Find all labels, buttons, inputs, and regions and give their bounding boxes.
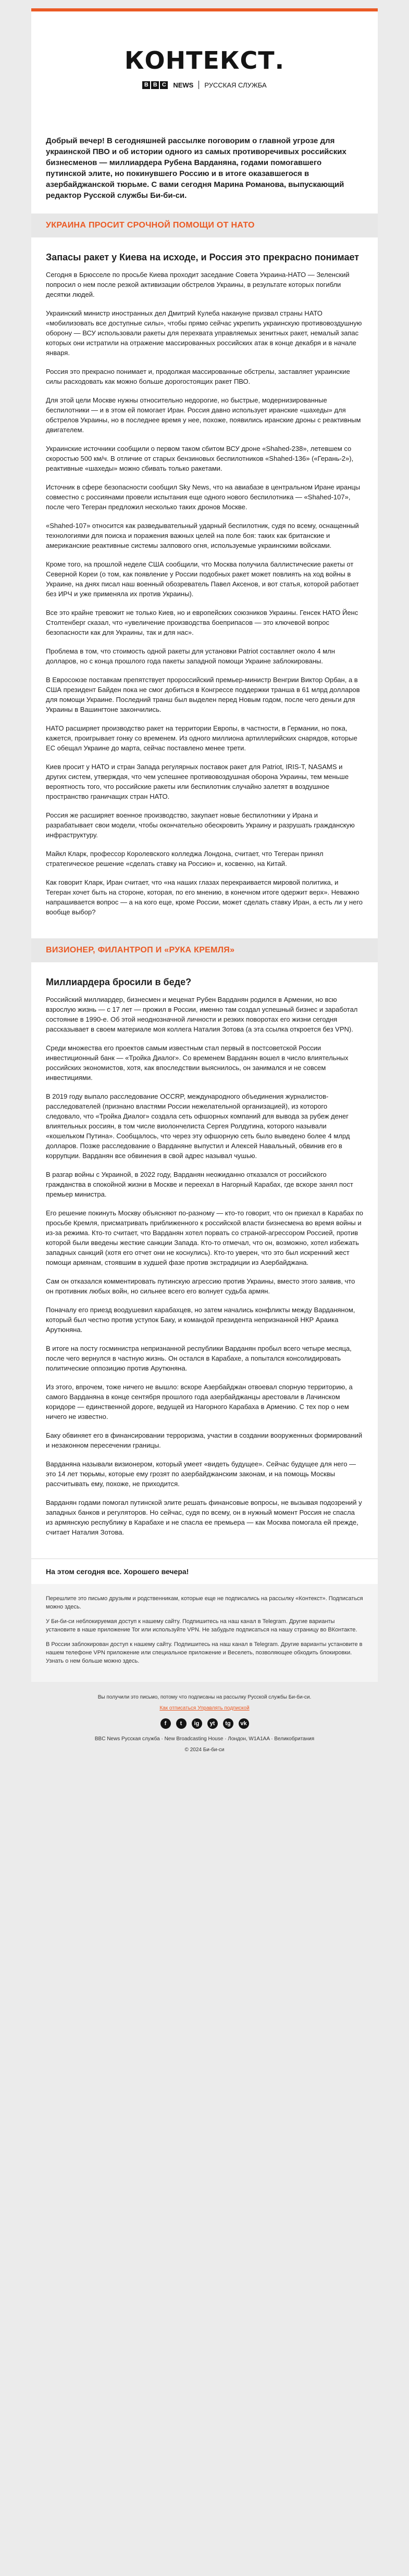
paragraph: Все это крайне тревожит не только Киев, но и европейских союзников Украины. Генсек НАТО Йенс Столтенберг сказал, что «увеличение производства боеприпасов — это ключевой вопрос безопасности как для Украины, так и для нас». — [46, 609, 358, 636]
newsletter-header — [31, 8, 378, 124]
bbc-logo: B B C — [142, 81, 168, 89]
manage-subscription-link[interactable]: Как отписаться Управлять подпиской — [159, 1705, 250, 1711]
subscription-notice: Вы получили это письмо, потому что подписаны на рассылку Русской службы Би-би-си. — [97, 1694, 312, 1700]
postal-address: BBC News Русская служба · New Broadcasting House · Лондон, W1A1AA · Великобритания — [94, 1736, 315, 1742]
section-title: Миллиардера бросили в беде? — [46, 977, 192, 987]
news-label: NEWS — [173, 81, 194, 89]
subscription-info — [31, 1584, 378, 1682]
youtube-icon[interactable]: yt — [207, 1718, 218, 1729]
paragraph: В итоге на посту госминистра непризнанной республики Варданян пробыл всего четыре месяца, после чего вернулся в частную жизнь. Он остался в Карабахе, а попытался консолидировать политические оппозицию против Арутюняна. — [46, 1344, 352, 1372]
paragraph: Украинский министр иностранных дел Дмитрий Кулеба накануне призвал страны НАТО «мобилизовать все доступные силы», чтобы прямо сейчас укрепить украинскую противовоздушную оборону — ВСУ использовали ракеты для перехвата управляемых зенитных ракет, немалый запас которых они истратили на отражение массированных российских атак в конце декабря и в начале января. — [46, 309, 362, 357]
paragraph: Как говорит Кларк, Иран считает, что «на наших глазах перекраивается мировой политика, и Тегеран хочет быть на стороне, которая, по его мнению, в конечном итоге одержит верх». Неважно напрашивается вопрос — а на кого еще, кроме России, может сделать ставку Иран, а есть ли у него вообще выбор? — [46, 878, 363, 916]
paragraph: Баку обвиняет его в финансировании терроризма, участии в создании вооруженных формирований и незаконном пересечении границы. — [46, 1431, 363, 1449]
paragraph: Российский миллиардер, бизнесмен и меценат Рубен Варданян родился в Армении, но всю взрослую жизнь — с 17 лет — прожил в России, именно там создал успешный бизнес и заработал состояние в 1990-е. Об этой неоднозначной личности и резких поворотах его жизни сегодня рассказывает в своем материале моя коллега Наталия Зотова (а эта ссылка откроется без VPN). — [46, 996, 358, 1033]
email-footer — [31, 1682, 378, 1762]
service-name: РУССКАЯ СЛУЖБА — [204, 81, 267, 89]
paragraph: Среди множества его проектов самым известным стал первый в постсоветской России инвестиционный банк — «Тройка Диалог». Со временем Варданян вошел в число влиятельных российских экономистов, хотя, как впоследствии выяснилось, он занимался и не совсем инвестициями. — [46, 1044, 349, 1082]
paragraph: Кроме того, на прошлой неделе США сообщили, что Москва получила баллистические ракеты от Северной Кореи (о том, как появление у России подобных ракет может повлиять на ход войны в Украине, на днях писал наш военный обозреватель Павел Аксенов, и вот статья, которой работает без ИРЧ и уже применяла их против Украины). — [46, 560, 359, 598]
twitter-icon[interactable]: t — [176, 1718, 187, 1729]
paragraph: Украинские источники сообщили о первом таком сбитом ВСУ дроне «Shahed-238», летевшем со скоростью 500 км/ч. В отличие от старых бензиновых беспилотников «Shahed-136» («Герань-2»), реактивные «шахеды» можно сбивать только ракетами. — [46, 445, 354, 472]
social-links — [52, 1718, 357, 1729]
paragraph: Поначалу его приезд воодушевил карабахцев, но затем начались конфликты между Варданяном, который был честно против уступок Баку, и командой президента непризнанной НКР Араика Арутюняна. — [46, 1306, 355, 1334]
paragraph: «Shahed-107» относится как разведывательный ударный беспилотник, судя по всему, оснащенный технологиями для поиска и поражения важных целей на поле боя: таких как британские и американские реактивные системы залпового огня, используемые украинскими войсками. — [46, 522, 359, 549]
paragraph: Россия это прекрасно понимает и, продолжая массированные обстрелы, заставляет украинские силы расходовать как можно больше дорогостоящих ракет ПВО. — [46, 368, 350, 385]
closing-line: На этом сегодня все. Хорошего вечера! — [31, 1559, 378, 1584]
paragraph: НАТО расширяет производство ракет на территории Европы, в частности, в Германии, но пока, кажется, проигрывает гонку со временем. Из одного миллиона артиллерийских снарядов, которые ЕС обещал Украине до марта, сейчас поставлено менее трети. — [46, 724, 357, 752]
paragraph: Киев просит у НАТО и стран Запада регулярных поставок ракет для Patriot, IRIS-T, NASAMS и других систем, утверждая, что чем успешнее противовоздушная оборона Украины, тем меньше вероятность того, что российские ракеты или беспилотник случайно залетят в воздушное пространство граничащих стран НАТО. — [46, 763, 349, 800]
section-ukraine — [31, 237, 378, 938]
instagram-icon[interactable]: ig — [192, 1718, 202, 1729]
paragraph: Сегодня в Брюсселе по просьбе Киева проходит заседание Совета Украина-НАТО — Зеленский попросил о нем после резкой активизации обстрелов Украины, в результате которых погибли десятки людей. — [46, 271, 350, 298]
paragraph: Из этого, впрочем, тоже ничего не вышло: вскоре Азербайджан отвоевал спорную территорию, а самого Варданяна в конце сентября прошлого года азербайджанцы арестовали в Лачинском коридоре — единственной дороге, ведущей из Нагорного Карабаха в Армению. С тех пор о нем ничего не известно. — [46, 1383, 353, 1421]
paragraph: Сам он отказался комментировать путинскую агрессию против Украины, вместо этого заявив, что он противник любых войн, но сильнее всего его волнует судьба армян. — [46, 1277, 355, 1295]
paragraph: Проблема в том, что стоимость одной ракеты для установки Patriot составляет около 4 млн долларов, но с конца прошлого года пакеты западной помощи Украине заблокированы. — [46, 647, 335, 665]
intro-text: Добрый вечер! В сегодняшней рассылке поговорим о главной угрозе для украинской ПВО и об истории одного из самых противоречивых российских бизнесменов — миллиардера Рубена Варданяна, годами помогавшего путинской элите, но покинувшего Россию и в итоге оказавшегося в азербайджанской тюрьме. С вами сегодня Марина Романова, выпускающий редактор Русской службы Би-би-си. — [46, 136, 346, 200]
paragraph: Россия же расширяет военное производство, закупает новые беспилотники у Ирана и разрабатывает свои модели, чтобы окончательно обескровить Украину и разрушать гражданскую инфраструктуру. — [46, 811, 355, 839]
paragraph: Для этой цели Москве нужны относительно недорогие, но быстрые, модернизированные беспилотники — и в этом ей помогает Иран. Россия давно использует иранские «шахеды» для обстрелов Украины, но в последнее время у нее, похоже, появились иранские дроны с реактивным двигателем. — [46, 396, 361, 434]
paragraph: Майкл Кларк, профессор Королевского колледжа Лондона, считает, что Тегеран принял стратегическое решение «сделать ставку на Россию» и, косвенно, на Китай. — [46, 850, 324, 868]
info-paragraph: У Би-би-си неблокируемая доступ к нашему сайту. Подпишитесь на наш канал в Telegram. Другие варианты установите в наше приложение Tor или используйте VPN. Не забудьте подписаться на нашу страницу во ВКонтакте. — [46, 1618, 357, 1633]
paragraph: Его решение покинуть Москву объясняют по-разному — кто-то говорит, что он приехал в Карабах по просьбе Кремля, присматривать приближенного к российской власти бизнесмена во время войны и из-за режима. Кто-то считает, что Варданян хотел порвать со страной-агрессором Россией, против которой были введены жесткие санкции Запада. Кто-то отмечал, что он, возможно, хотел избежать западных санкций (хотя его отчет они не коснулись). Кто-то уверен, что это был искренний жест помощи армянам, стоявшим в худшей фазе против экстрадиции из Азербайджана. — [46, 1209, 363, 1266]
info-paragraph: В России заблокирован доступ к нашему сайту. Подпишитесь на наш канал в Telegram. Другие варианты установите в нашем телефоне VPN приложение или специальное приложение и Веселеть, позволяющее обходить блокировки. Узнать о нем больше можно здесь. — [46, 1641, 363, 1664]
section-title: Запасы ракет у Киева на исходе, и Россия это прекрасно понимает — [46, 252, 360, 262]
vk-icon[interactable]: vk — [239, 1718, 249, 1729]
section-vardanyan — [31, 962, 378, 1559]
telegram-icon[interactable]: tg — [223, 1718, 233, 1729]
intro-block — [31, 124, 378, 213]
paragraph: В разгар войны с Украиной, в 2022 году, Варданян неожиданно отказался от российского гражданства в спокойной жизни в Москве и переехал в Нагорный Карабах, где вскоре занял пост премьер министра. — [46, 1171, 353, 1198]
section-bar-vardanyan: ВИЗИОНЕР, ФИЛАНТРОП И «РУКА КРЕМЛЯ» — [31, 938, 378, 962]
newsletter — [31, 0, 378, 1762]
kontekst-logo: КОНТЕКСТ. — [124, 46, 285, 74]
paragraph: Источник в сфере безопасности сообщил Sky News, что на авиабазе в центральном Иране иранцы совместно с россиянами провели испытания еще одного нового беспилотника — «Shahed-107», после чего Тегеран предложил несколько таких дронов Москве. — [46, 483, 361, 511]
bbc-brand-row — [142, 81, 266, 89]
paragraph: Варданян годами помогал путинской элите решать финансовые вопросы, не вызывая подозрений у западных банков и регуляторов. Но сейчас, судя по всему, он в нужный момент Россия не спасла из армянскую республику в Карабахе и не спасла ее премьера — как Москва помогала ей прежде, считает Наталия Зотова. — [46, 1499, 362, 1536]
copyright: © 2024 Би-би-си — [184, 1747, 225, 1753]
paragraph: В Евросоюзе поставкам препятствует пророссийский премьер-министр Венгрии Виктор Орбан, а в США президент Байден пока не смог добиться в Конгрессе поддержки транша в 61 млрд долларов для помощи Украине. Последний транш был выделен перед Новым годом, после чего деньги для Украины в Вашингтоне закончились. — [46, 676, 360, 713]
paragraph: В 2019 году выпало расследование OCCRP, международного объединения журналистов-расследователей (признано властями России нежелательной организацией), из которого следовало, что «Тройка Диалог» создала сеть офшорных компаний для вывода за рубеж денег влиятельных россиян, в том числе виолончелиста Сергея Ролдугина, которого называли «кошельком Путина». Сообщалось, что через эту офшорную сеть было выведено более 4 млрд долларов. Позже расследование о Варданяне выпустил и Алексей Навальный, обвинив его в коррупции. Варданян все обвинения в свой адрес называл чушью. — [46, 1092, 350, 1160]
facebook-icon[interactable]: f — [160, 1718, 171, 1729]
info-paragraph: Перешлите это письмо друзьям и родственникам, которые еще не подписались на рассылку «Контекст». Подписаться можно здесь. — [46, 1595, 363, 1610]
paragraph: Варданяна называли визионером, который умеет «видеть будущее». Сейчас будущее для него — это 14 лет тюрьмы, которые ему грозят по азербайджанским законам, и на помощь Москвы рассчитывать ему, похоже, не приходится. — [46, 1460, 356, 1488]
section-bar-ukraine: УКРАИНА ПРОСИТ СРОЧНОЙ ПОМОЩИ ОТ НАТО — [31, 213, 378, 237]
